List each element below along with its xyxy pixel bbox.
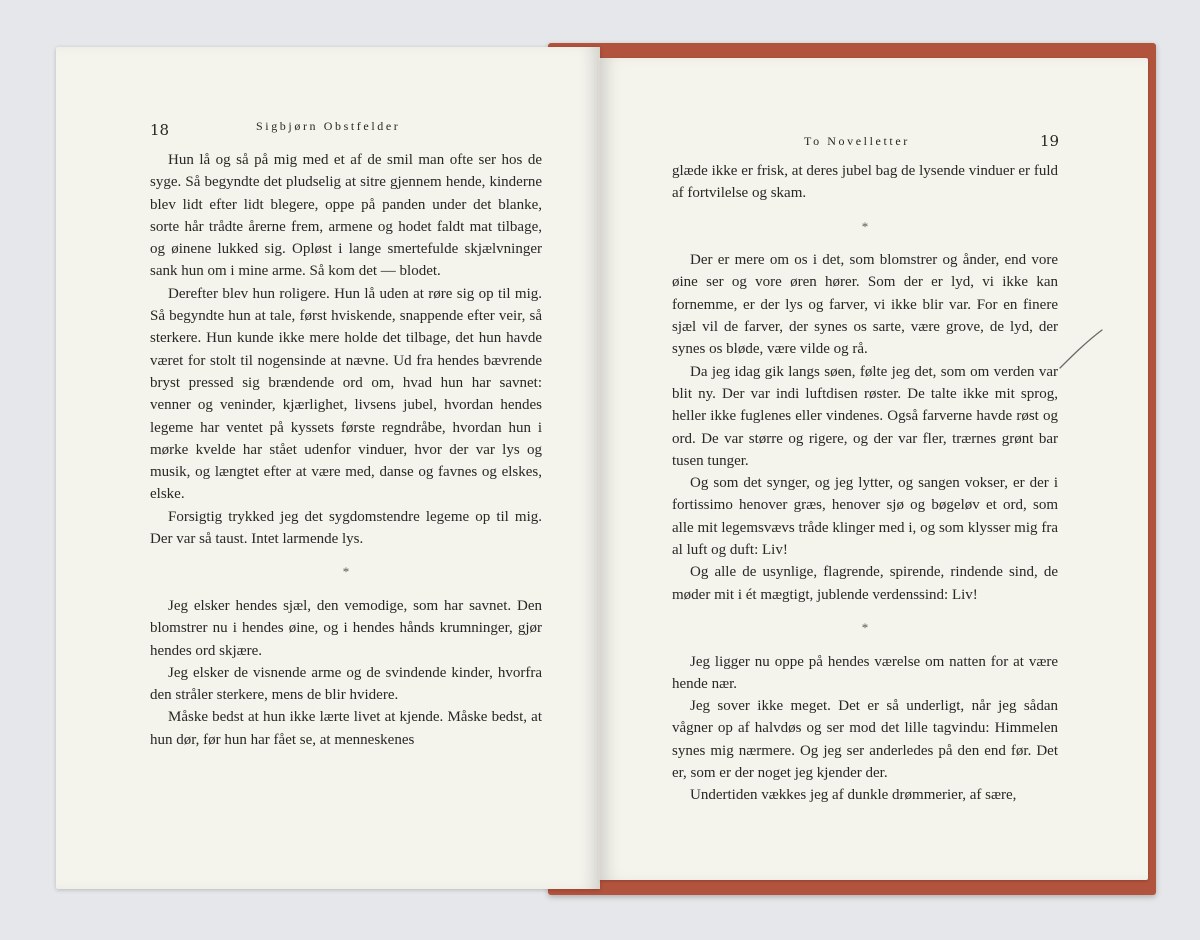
page-number-left: 18 bbox=[150, 121, 170, 139]
section-break-mark: * bbox=[342, 564, 350, 580]
running-head-author: Sigbjørn Obstfelder bbox=[256, 119, 401, 133]
paragraph: Hun lå og så på mig med et af de smil man ofte ser hos de syge. Så begyndte det pludselig at sitre gjennem hende, kinderne blev lidt efter lidt blegere, oppe på panden under det blanke, sorte hår trådte årerne frem, armene og hodet faldt mat tilbage, og øinene lukked sig. Opløst i lange smertefulde skjælvninger sank hun om i mine arme. Så kom det — blodet. bbox=[150, 152, 542, 280]
pencil-annotation-mark bbox=[1058, 328, 1106, 372]
paragraph: Jeg ligger nu oppe på hendes værelse om natten for at være hende nær. bbox=[672, 653, 1058, 692]
paragraph: Forsigtig trykked jeg det sygdomstendre legeme op til mig. Der var så taust. Intet larmende lys. bbox=[150, 508, 542, 548]
paragraph: Og alle de usynlige, flagrende, spirende, rindende sind, de møder mit i ét mægtigt, jublende verdenssind: Liv! bbox=[672, 564, 1058, 603]
right-page bbox=[600, 58, 1148, 880]
paragraph: Jeg sover ikke meget. Det er så underligt, når jeg sådan vågner op af halvdøs og ser mod det lille tagvindu: Himmelen synes mig nærmere. Og jeg ser anderledes på den end før. Det er, som er der noget jeg kjender der. bbox=[672, 698, 1058, 782]
section-break-mark: * bbox=[861, 218, 869, 234]
paragraph: Jeg elsker hendes sjæl, den vemodige, som har savnet. Den blomstrer nu i hendes øine, og i hendes hånds krumninger, gjør hendes ord skjære. bbox=[150, 597, 542, 659]
paragraph: glæde ikke er frisk, at deres jubel bag de lysende vinduer er fuld af fortvilelse og skam. bbox=[672, 163, 1058, 202]
paragraph: Og som det synger, og jeg lytter, og sangen vokser, er der i fortissimo henover græs, henover sjø og bøgeløv et ord, som alle mit legemsvævs tråde klinger med i, og som klysser mig fra al luft og duft: Liv! bbox=[672, 475, 1058, 559]
page-number-right: 19 bbox=[1040, 132, 1060, 150]
paragraph: Derefter blev hun roligere. Hun lå uden at røre sig op til mig. Så begyndte hun at tale, først hviskende, snappende efter veir, så sterkere. Hun kunde ikke mere holde det tilbage, det hun havde været for stolt til nogensinde at nævne. Ud fra hendes bævrende bryst pressed sig brændende ord om, hvad hun har savnet: venner og veninder, kjærlighet, livsens jubel, hvordan hendes legeme har ventet på kyssets første regndråbe, hvordan hun i mørke kvelde har stået udenfor vinduer, hvor der var lys og musik, og længtet efter at være med, danse og favnes og elskes, elske. bbox=[150, 285, 542, 503]
left-body bbox=[150, 149, 542, 751]
right-body bbox=[672, 160, 1058, 807]
section-break-mark: * bbox=[861, 619, 869, 635]
running-head-title: To Novelletter bbox=[804, 134, 910, 148]
paragraph: Undertiden vækkes jeg af dunkle drømmerier, af sære, bbox=[690, 787, 1017, 804]
paragraph: Da jeg idag gik langs søen, følte jeg det, som om verden var blit ny. Der var indi luftdisen røster. De talte ikke mit sprog, heller ikke fuglenes eller vindenes. Også farverne havde røst og ord. De var større og rigere, og der var fler, trærnes grønt bar tusen tunger. bbox=[672, 363, 1058, 469]
paragraph: Der er mere om os i det, som blomstrer og ånder, end vore øine ser og vore øren hører. Som der er lyd, vi ikke kan fornemme, er der lys og farver, vi ikke blir var. For en finere sjæl vil de farver, der synes os sarte, være grove, de lyd, der synes os bløde, være vilde og rå. bbox=[672, 252, 1058, 358]
left-page bbox=[56, 47, 600, 889]
paragraph: Måske bedst at hun ikke lærte livet at kjende. Måske bedst, at hun dør, før hun har fået se, at menneskenes bbox=[150, 709, 542, 748]
paragraph: Jeg elsker de visnende arme og de svindende kinder, hvorfra den stråler sterkere, mens de blir hvidere. bbox=[150, 664, 542, 704]
